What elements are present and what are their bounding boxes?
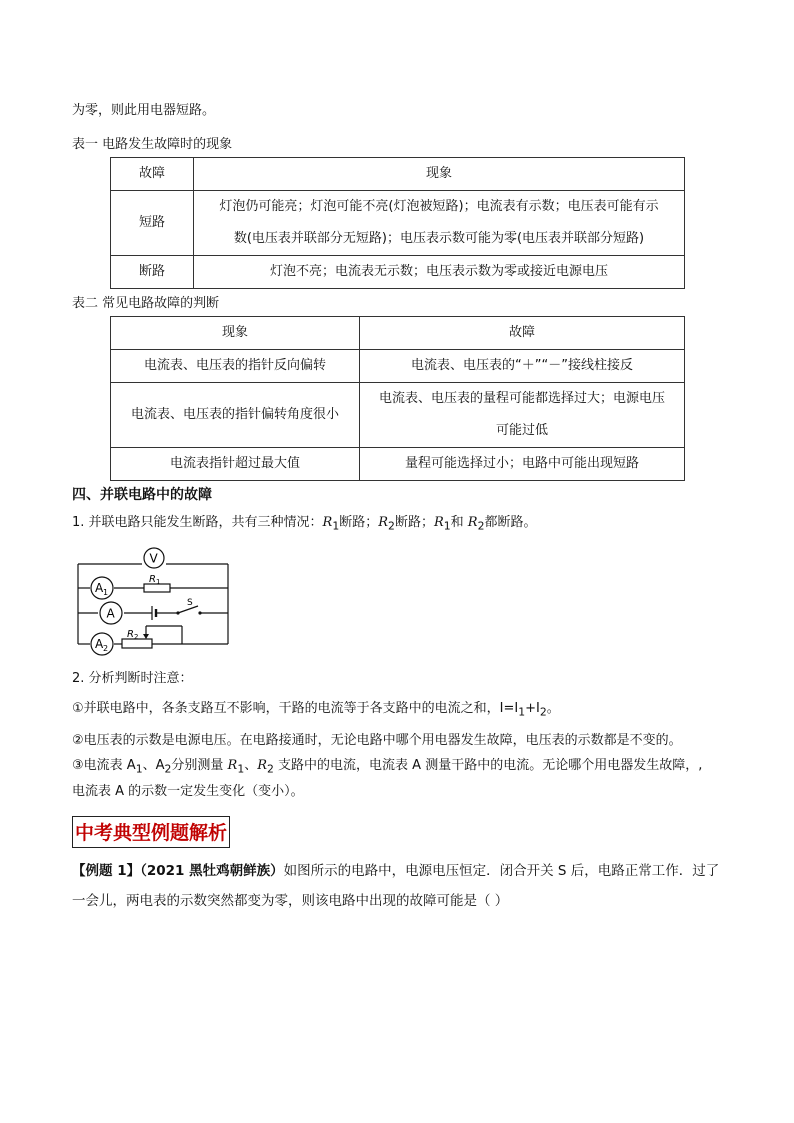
table1 <box>110 157 685 289</box>
cell-line: 数(电压表并联部分无短路)；电压表示数可能为零(电压表并联部分短路) <box>233 231 645 246</box>
ammeter-main-label: A <box>106 606 115 621</box>
example-source: （2021 黑牡鸡朝鲜族） <box>140 863 284 879</box>
resistor-r2-subscript: 2 <box>134 633 139 641</box>
var-r: R <box>257 758 268 773</box>
text: 分别测量 <box>171 758 228 773</box>
var-r: R <box>322 515 333 530</box>
note-3-continued: 电流表 A 的示数一定发生变化（变小）。 <box>72 784 304 799</box>
var-r: R <box>378 515 389 530</box>
text: 和 <box>450 515 468 530</box>
example-text: 如图所示的电路中，电源电压恒定．闭合开关 S 后，电路正常工作．过了一会儿，两电表的示数突然都变为零，则该电路中出现的故障可能是（ ） <box>72 863 720 909</box>
switch-contact <box>198 611 201 614</box>
subscript: 2 <box>164 762 172 776</box>
table-row <box>111 256 685 289</box>
example-label: 【例题 1】 <box>72 863 141 879</box>
cell-line: 灯泡仍可能亮；灯泡可能不亮(灯泡被短路)；电流表有示数；电压表可能有示 <box>219 199 659 214</box>
subscript: 2 <box>267 762 274 776</box>
subscript: 2 <box>477 519 485 533</box>
subscript: 1 <box>237 762 245 776</box>
table-cell: 量程可能选择过小；电路中可能出现短路 <box>360 448 685 481</box>
text: 都断路。 <box>484 515 537 530</box>
table-cell: 短路 <box>111 191 194 256</box>
text: 支路中的电流，电流表 A 测量干路中的电流。无论哪个用电器发生故障，, <box>273 758 703 773</box>
table-cell: 电流表、电压表的指针偏转角度很小 <box>111 383 360 448</box>
paragraph-2: 2. 分析判断时注意： <box>72 671 193 686</box>
subscript: 1 <box>443 519 451 533</box>
table-cell: 电流表、电压表的“＋”“－”接线柱接反 <box>360 350 685 383</box>
text: +I <box>525 701 540 716</box>
table2-caption: 表二 常见电路故障的判断 <box>72 296 220 311</box>
intro-line: 为零，则此用电器短路。 <box>72 103 216 118</box>
table-row <box>111 158 685 191</box>
note-3 <box>72 757 702 779</box>
table-cell: 电流表、电压表的指针反向偏转 <box>111 350 360 383</box>
subscript: 2 <box>539 705 547 719</box>
table-cell: 电流表指针超过最大值 <box>111 448 360 481</box>
subscript: 2 <box>388 519 395 533</box>
table2 <box>110 316 685 481</box>
resistor-r2-label: R <box>127 629 134 640</box>
ammeter-a1-label: A <box>95 581 104 595</box>
section-title-box: 中考典型例题解析 <box>72 816 230 848</box>
table-row <box>111 191 685 256</box>
ammeter-a2-subscript: 2 <box>103 644 109 653</box>
rheostat-arrow <box>143 634 149 639</box>
text: 、 <box>244 758 258 773</box>
section-heading: 四、并联电路中的故障 <box>72 487 212 503</box>
text: 断路； <box>339 515 379 530</box>
switch-label: S <box>187 598 193 608</box>
table-header-cell: 故障 <box>360 317 685 350</box>
resistor-r1-subscript: 1 <box>156 578 161 586</box>
table-row <box>111 448 685 481</box>
table-cell <box>194 191 685 256</box>
cell-line: 可能过低 <box>495 423 548 438</box>
table-header-cell: 故障 <box>111 158 194 191</box>
parallel-circuit-diagram <box>72 544 242 660</box>
subscript: 1 <box>332 519 340 533</box>
var-r: R <box>227 758 238 773</box>
table-row <box>111 317 685 350</box>
var-r: R <box>467 515 478 530</box>
note-1 <box>72 700 560 722</box>
paragraph-1 <box>72 514 536 536</box>
table-cell: 灯泡不亮；电流表无示数；电压表示数为零或接近电源电压 <box>194 256 685 289</box>
text: 1. 并联电路只能发生断路，共有三种情况： <box>72 515 323 530</box>
ammeter-a1-subscript: 1 <box>103 588 109 597</box>
text: ①并联电路中，各条支路互不影响，干路的电流等于各支路中的电流之和，I=I <box>72 701 519 716</box>
table-row <box>111 383 685 448</box>
voltmeter-label: V <box>149 551 158 566</box>
table-header-cell: 现象 <box>111 317 360 350</box>
text: ③电流表 A <box>72 758 136 773</box>
cell-line: 电流表、电压表的量程可能都选择过大；电源电压 <box>378 391 665 406</box>
ammeter-a2-label: A <box>95 637 104 651</box>
table-row <box>111 350 685 383</box>
table-cell: 断路 <box>111 256 194 289</box>
subscript: 1 <box>135 762 143 776</box>
example-1 <box>72 856 732 916</box>
text: 。 <box>546 701 560 716</box>
subscript: 1 <box>518 705 526 719</box>
text: 、A <box>142 758 165 773</box>
note-2: ②电压表的示数是电源电压。在电路接通时，无论电路中哪个用电器发生故障，电压表的示数都是不变的。 <box>72 733 682 748</box>
var-r: R <box>433 515 444 530</box>
table-header-cell: 现象 <box>194 158 685 191</box>
table1-caption: 表一 电路发生故障时的现象 <box>72 137 233 152</box>
text: 断路； <box>394 515 434 530</box>
table-cell <box>360 383 685 448</box>
resistor-r1-label: R <box>149 574 156 585</box>
